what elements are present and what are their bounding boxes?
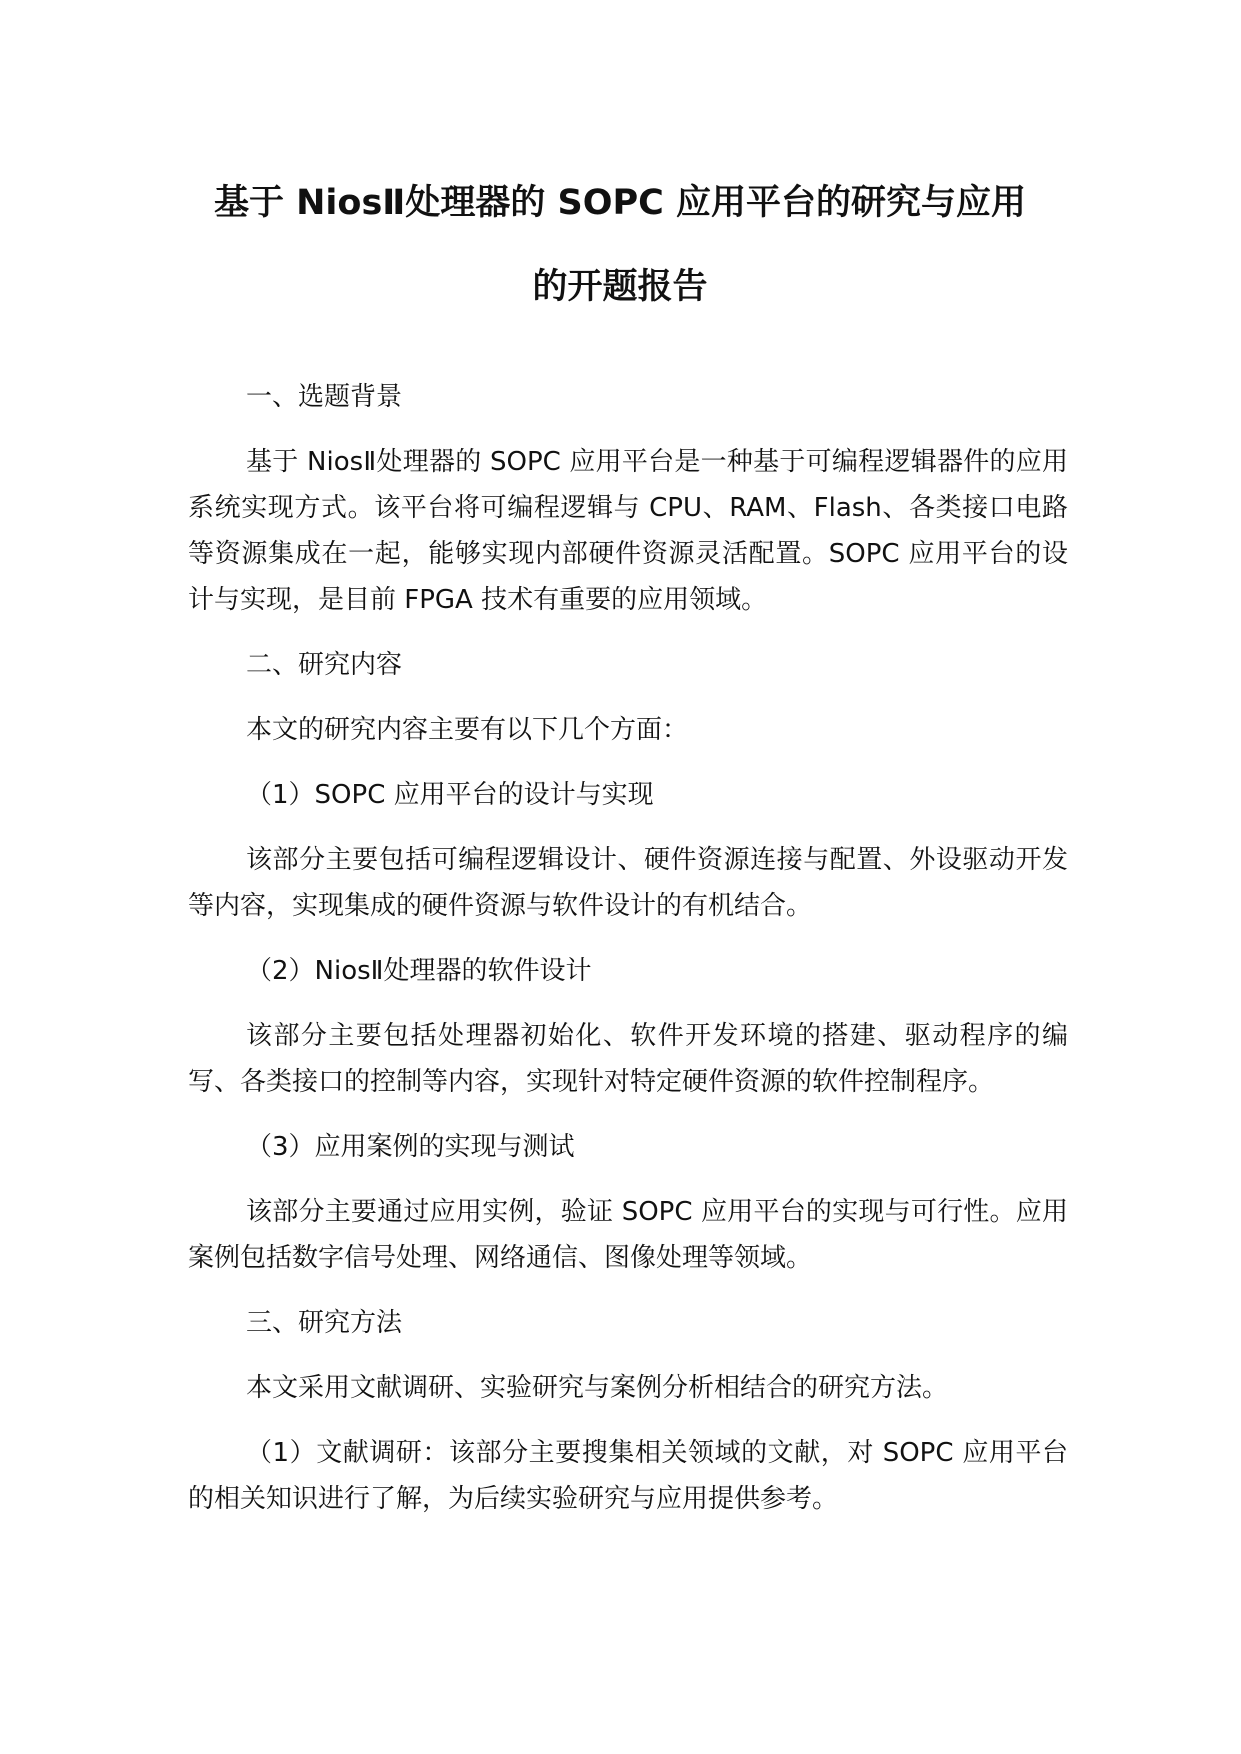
section-heading-background: 一、选题背景	[246, 382, 403, 412]
subheading-item-1: （1）SOPC 应用平台的设计与实现	[246, 780, 654, 810]
document-title-line-2: 的开题报告	[532, 267, 708, 307]
paragraph-item-2: 该部分主要包括处理器初始化、软件开发环境的搭建、驱动程序的编写、各类接口的控制等内容，实现针对特定硬件资源的软件控制程序。	[188, 1021, 1068, 1097]
section-heading-content: 二、研究内容	[246, 650, 403, 680]
section-heading-method: 三、研究方法	[246, 1308, 403, 1338]
subheading-item-3: （3）应用案例的实现与测试	[246, 1132, 575, 1162]
paragraph-item-3: 该部分主要通过应用实例，验证 SOPC 应用平台的实现与可行性。应用案例包括数字信号处理、网络通信、图像处理等领域。	[188, 1197, 1068, 1273]
paragraph-item-1: 该部分主要包括可编程逻辑设计、硬件资源连接与配置、外设驱动开发等内容，实现集成的硬件资源与软件设计的有机结合。	[188, 845, 1068, 921]
paragraph-background: 基于 NiosⅡ处理器的 SOPC 应用平台是一种基于可编程逻辑器件的应用系统实现方式。该平台将可编程逻辑与 CPU、RAM、Flash、各类接口电路等资源集成在一起，能够实现内部硬件资源灵活配置。SOPC 应用平台的设计与实现，是目前 FPGA 技术有重要的应用领域。	[188, 447, 1068, 615]
document-body	[188, 374, 1068, 1541]
paragraph-method-1: （1）文献调研：该部分主要搜集相关领域的文献，对 SOPC 应用平台的相关知识进行了解，为后续实验研究与应用提供参考。	[188, 1438, 1068, 1514]
paragraph-content-intro: 本文的研究内容主要有以下几个方面：	[246, 715, 689, 745]
document-title-line-1: 基于 NiosⅡ处理器的 SOPC 应用平台的研究与应用	[213, 183, 1027, 223]
subheading-item-2: （2）NiosⅡ处理器的软件设计	[246, 956, 592, 986]
paragraph-method-intro: 本文采用文献调研、实验研究与案例分析相结合的研究方法。	[246, 1373, 949, 1403]
